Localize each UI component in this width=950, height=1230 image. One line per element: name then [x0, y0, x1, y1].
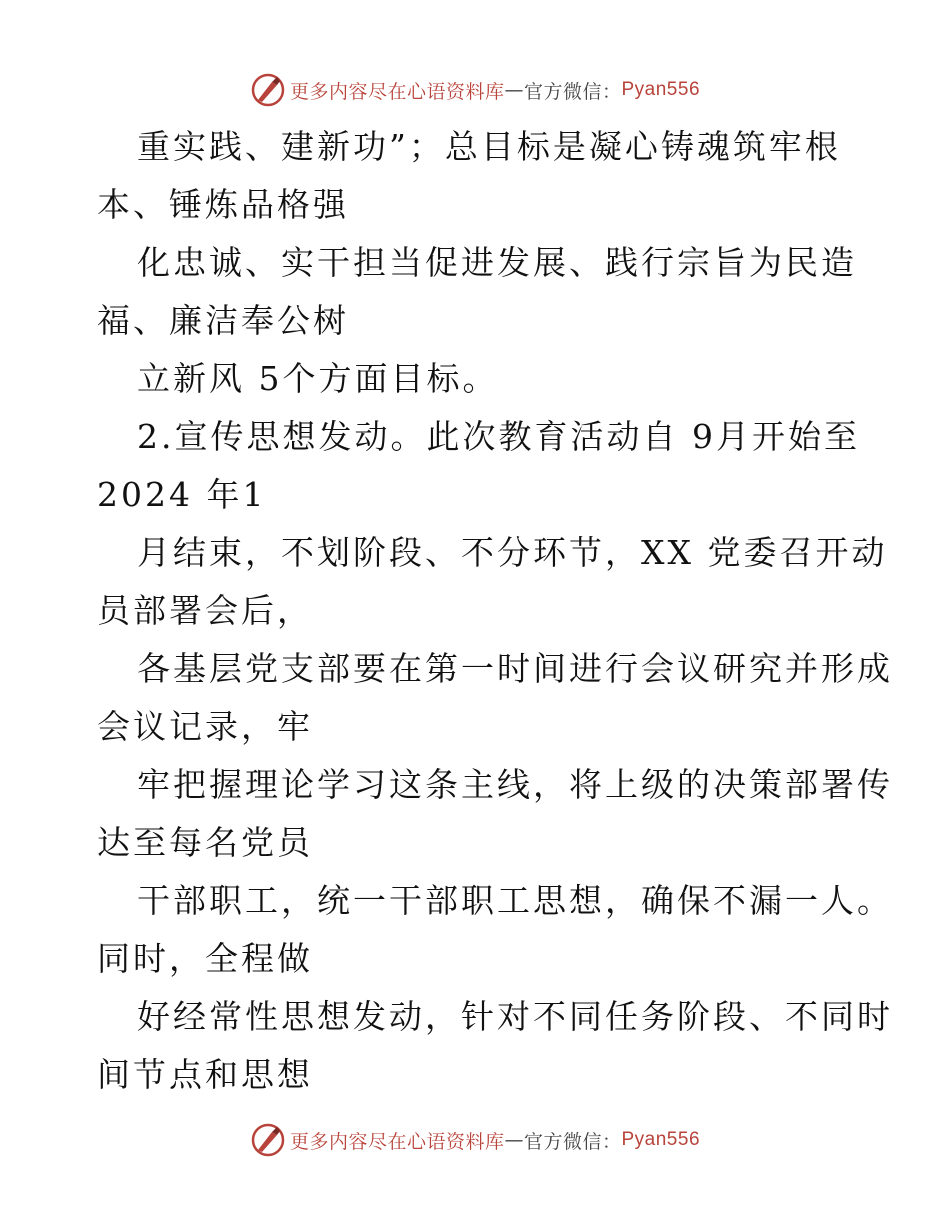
quill-logo-icon — [250, 72, 286, 108]
text-line: 重实践、建新功”；总目标是凝心铸魂筑牢根 — [137, 127, 841, 166]
text-line: 会议记录，牢 — [97, 707, 313, 746]
text-line: 2024 年1 — [97, 475, 267, 514]
header-banner — [0, 70, 950, 110]
banner-dash: — — [504, 79, 524, 101]
banner-wechat-id: Pyan556 — [621, 79, 701, 100]
text-line: 各基层党支部要在第一时间进行会议研究并形成 — [137, 649, 893, 688]
banner-main-text: 更多内容尽在心语资料库 — [289, 80, 505, 103]
text-line: 2.宣传思想发动。此次教育活动自 9月开始至 — [137, 417, 860, 456]
banner-main-text: 更多内容尽在心语资料库 — [289, 1130, 505, 1153]
text-line: 好经常性思想发动，针对不同任务阶段、不同时 — [137, 997, 893, 1036]
text-line: 本、锤炼品格强 — [97, 185, 349, 224]
document-body — [97, 118, 893, 1104]
text-line: 立新风 5个方面目标。 — [137, 359, 499, 398]
text-line: 干部职工，统一干部职工思想，确保不漏一人。 — [137, 881, 893, 920]
quill-logo-icon — [250, 1122, 286, 1158]
text-line: 福、廉洁奉公树 — [97, 301, 349, 340]
footer-banner — [0, 1120, 950, 1160]
banner-wechat-id: Pyan556 — [621, 1129, 701, 1150]
banner-wechat-label: 官方微信： — [523, 1130, 622, 1153]
banner-dash: — — [504, 1129, 524, 1151]
text-line: 月结束，不划阶段、不分环节，XX 党委召开动 — [137, 533, 888, 572]
text-line: 达至每名党员 — [97, 823, 313, 862]
text-line: 同时，全程做 — [97, 939, 313, 978]
text-line: 化忠诚、实干担当促进发展、践行宗旨为民造 — [137, 243, 857, 282]
text-line: 员部署会后， — [97, 591, 313, 630]
text-line: 牢把握理论学习这条主线，将上级的决策部署传 — [137, 765, 893, 804]
banner-wechat-label: 官方微信： — [523, 80, 622, 103]
text-line: 间节点和思想 — [97, 1055, 313, 1094]
